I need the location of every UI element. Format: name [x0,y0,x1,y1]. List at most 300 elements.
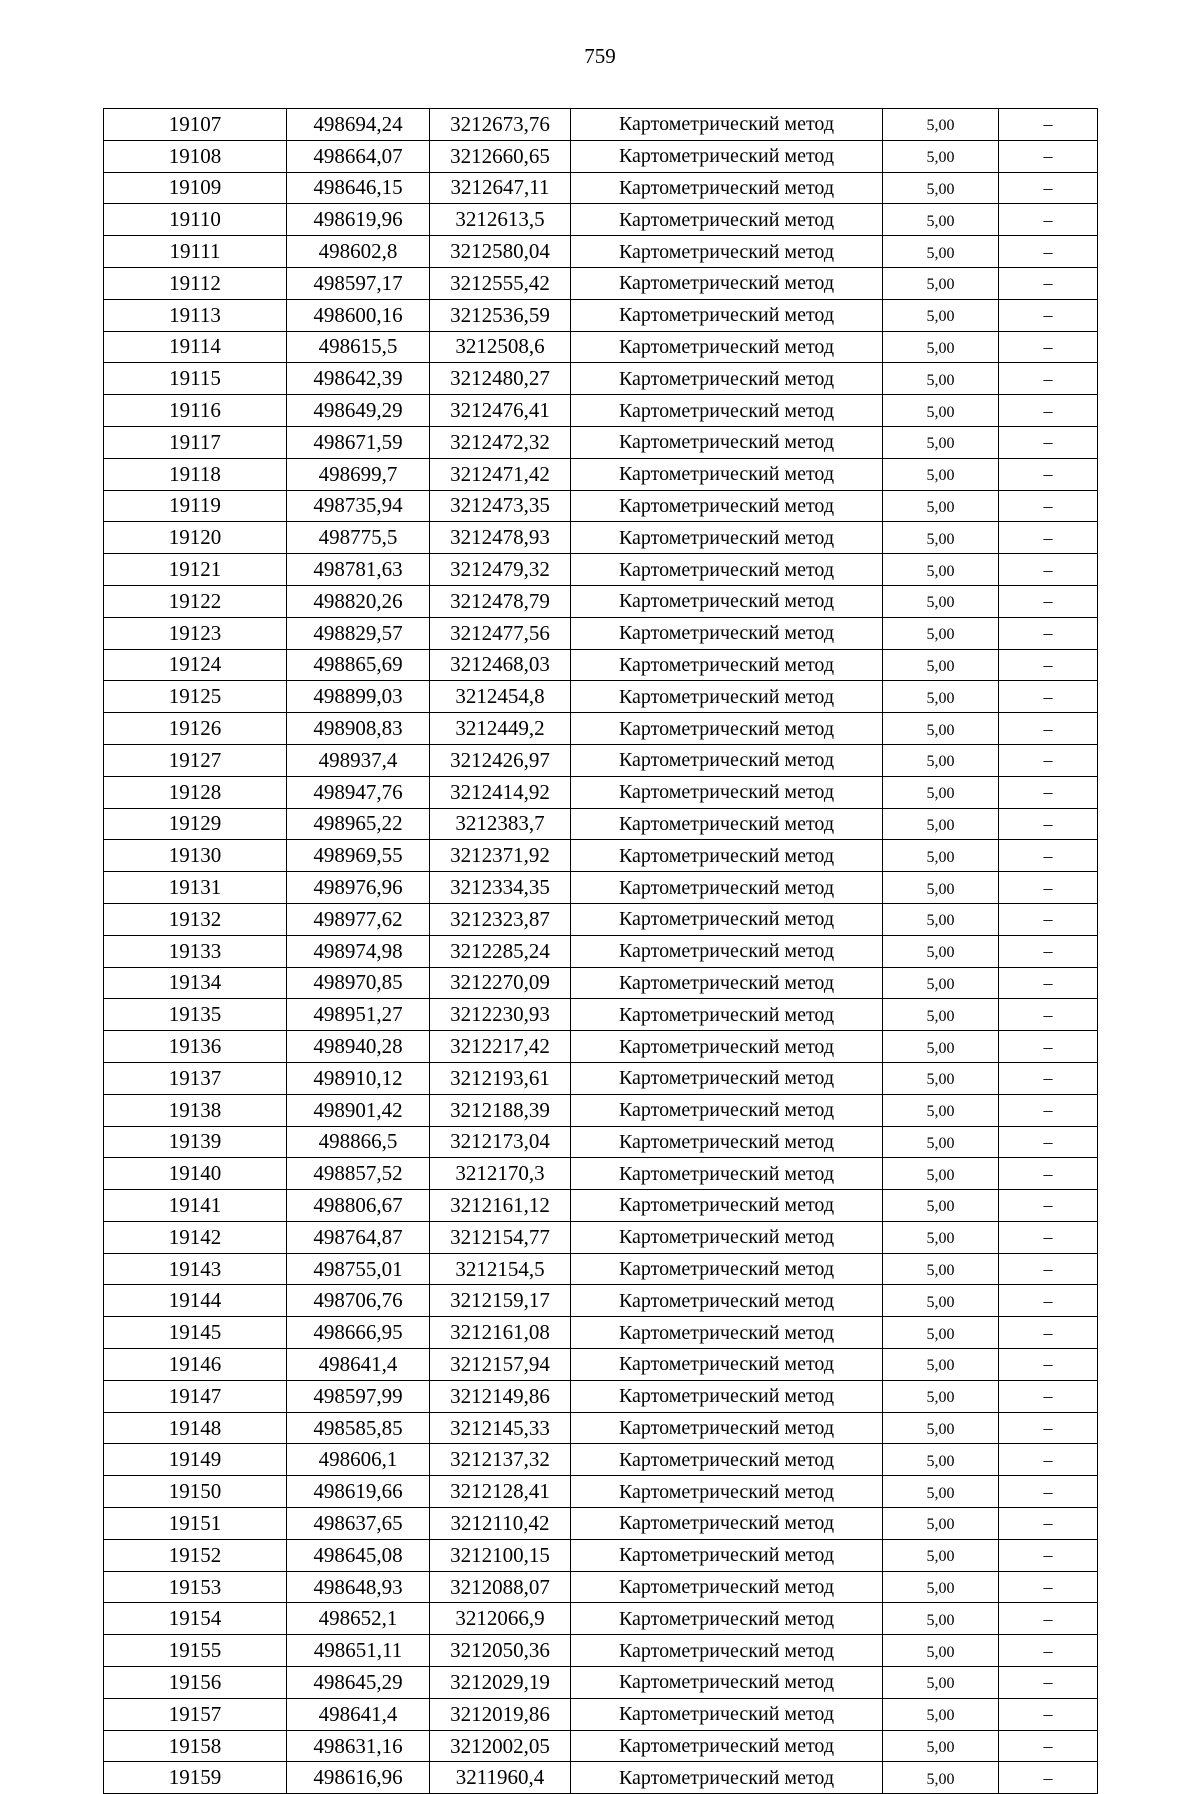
note-cell: – [999,1603,1098,1635]
note-cell: – [999,840,1098,872]
point-number-cell: 19115 [104,363,287,395]
table-row [104,1539,1098,1571]
error-cell: 5,00 [883,999,999,1031]
x-coordinate-cell: 498908,83 [287,713,430,745]
error-cell: 5,00 [883,1412,999,1444]
point-number-cell: 19136 [104,1031,287,1063]
x-coordinate-cell: 498706,76 [287,1285,430,1317]
table-row [104,299,1098,331]
error-cell: 5,00 [883,585,999,617]
table-row [104,872,1098,904]
note-cell: – [999,1094,1098,1126]
x-coordinate-cell: 498965,22 [287,808,430,840]
error-cell: 5,00 [883,490,999,522]
method-cell: Картометрический метод [571,1317,883,1349]
note-cell: – [999,713,1098,745]
point-number-cell: 19148 [104,1412,287,1444]
x-coordinate-cell: 498651,11 [287,1635,430,1667]
y-coordinate-cell: 3212100,15 [430,1539,571,1571]
table-row [104,585,1098,617]
method-cell: Картометрический метод [571,1253,883,1285]
note-cell: – [999,1349,1098,1381]
note-cell: – [999,363,1098,395]
error-cell: 5,00 [883,1253,999,1285]
note-cell: – [999,331,1098,363]
point-number-cell: 19159 [104,1762,287,1794]
x-coordinate-cell: 498806,67 [287,1190,430,1222]
point-number-cell: 19141 [104,1190,287,1222]
table-row [104,744,1098,776]
table-row [104,1508,1098,1540]
note-cell: – [999,1730,1098,1762]
note-cell: – [999,554,1098,586]
method-cell: Картометрический метод [571,1190,883,1222]
table-row [104,458,1098,490]
y-coordinate-cell: 3212414,92 [430,776,571,808]
point-number-cell: 19135 [104,999,287,1031]
x-coordinate-cell: 498631,16 [287,1730,430,1762]
note-cell: – [999,744,1098,776]
method-cell: Картометрический метод [571,109,883,141]
y-coordinate-cell: 3212472,32 [430,426,571,458]
error-cell: 5,00 [883,681,999,713]
point-number-cell: 19151 [104,1508,287,1540]
y-coordinate-cell: 3212673,76 [430,109,571,141]
table-row [104,713,1098,745]
error-cell: 5,00 [883,331,999,363]
note-cell: – [999,522,1098,554]
point-number-cell: 19138 [104,1094,287,1126]
y-coordinate-cell: 3212555,42 [430,267,571,299]
y-coordinate-cell: 3212159,17 [430,1285,571,1317]
note-cell: – [999,967,1098,999]
x-coordinate-cell: 498940,28 [287,1031,430,1063]
x-coordinate-cell: 498642,39 [287,363,430,395]
x-coordinate-cell: 498775,5 [287,522,430,554]
table-row [104,490,1098,522]
point-number-cell: 19131 [104,872,287,904]
error-cell: 5,00 [883,363,999,395]
x-coordinate-cell: 498970,85 [287,967,430,999]
method-cell: Картометрический метод [571,1380,883,1412]
point-number-cell: 19143 [104,1253,287,1285]
y-coordinate-cell: 3212157,94 [430,1349,571,1381]
table-row [104,1762,1098,1794]
note-cell: – [999,903,1098,935]
table-row [104,1635,1098,1667]
table-row [104,1317,1098,1349]
method-cell: Картометрический метод [571,1221,883,1253]
error-cell: 5,00 [883,1730,999,1762]
point-number-cell: 19111 [104,236,287,268]
method-cell: Картометрический метод [571,1094,883,1126]
y-coordinate-cell: 3212128,41 [430,1476,571,1508]
table-row [104,1221,1098,1253]
point-number-cell: 19110 [104,204,287,236]
x-coordinate-cell: 498646,15 [287,172,430,204]
y-coordinate-cell: 3212480,27 [430,363,571,395]
point-number-cell: 19112 [104,267,287,299]
point-number-cell: 19121 [104,554,287,586]
note-cell: – [999,109,1098,141]
method-cell: Картометрический метод [571,1603,883,1635]
x-coordinate-cell: 498619,66 [287,1476,430,1508]
x-coordinate-cell: 498600,16 [287,299,430,331]
point-number-cell: 19133 [104,935,287,967]
x-coordinate-cell: 498755,01 [287,1253,430,1285]
table-row [104,967,1098,999]
point-number-cell: 19125 [104,681,287,713]
note-cell: – [999,299,1098,331]
table-row [104,617,1098,649]
point-number-cell: 19153 [104,1571,287,1603]
error-cell: 5,00 [883,1667,999,1699]
error-cell: 5,00 [883,109,999,141]
table-row [104,363,1098,395]
table-row [104,1444,1098,1476]
method-cell: Картометрический метод [571,713,883,745]
error-cell: 5,00 [883,1603,999,1635]
point-number-cell: 19118 [104,458,287,490]
error-cell: 5,00 [883,140,999,172]
x-coordinate-cell: 498637,65 [287,1508,430,1540]
method-cell: Картометрический метод [571,1126,883,1158]
error-cell: 5,00 [883,1094,999,1126]
y-coordinate-cell: 3212002,05 [430,1730,571,1762]
note-cell: – [999,999,1098,1031]
x-coordinate-cell: 498645,08 [287,1539,430,1571]
note-cell: – [999,1698,1098,1730]
error-cell: 5,00 [883,744,999,776]
y-coordinate-cell: 3212170,3 [430,1158,571,1190]
error-cell: 5,00 [883,299,999,331]
y-coordinate-cell: 3212173,04 [430,1126,571,1158]
error-cell: 5,00 [883,426,999,458]
y-coordinate-cell: 3212217,42 [430,1031,571,1063]
error-cell: 5,00 [883,1062,999,1094]
x-coordinate-cell: 498597,17 [287,267,430,299]
note-cell: – [999,490,1098,522]
point-number-cell: 19150 [104,1476,287,1508]
table-row [104,1603,1098,1635]
table-row [104,267,1098,299]
x-coordinate-cell: 498699,7 [287,458,430,490]
method-cell: Картометрический метод [571,1349,883,1381]
error-cell: 5,00 [883,1635,999,1667]
error-cell: 5,00 [883,554,999,586]
note-cell: – [999,681,1098,713]
y-coordinate-cell: 3212536,59 [430,299,571,331]
point-number-cell: 19157 [104,1698,287,1730]
x-coordinate-cell: 498735,94 [287,490,430,522]
method-cell: Картометрический метод [571,299,883,331]
x-coordinate-cell: 498974,98 [287,935,430,967]
table-row [104,1190,1098,1222]
note-cell: – [999,617,1098,649]
note-cell: – [999,1253,1098,1285]
note-cell: – [999,1380,1098,1412]
method-cell: Картометрический метод [571,204,883,236]
method-cell: Картометрический метод [571,585,883,617]
x-coordinate-cell: 498645,29 [287,1667,430,1699]
point-number-cell: 19137 [104,1062,287,1094]
error-cell: 5,00 [883,1380,999,1412]
method-cell: Картометрический метод [571,1762,883,1794]
x-coordinate-cell: 498947,76 [287,776,430,808]
method-cell: Картометрический метод [571,1635,883,1667]
table-row [104,1476,1098,1508]
method-cell: Картометрический метод [571,1698,883,1730]
table-row [104,1158,1098,1190]
table-row [104,1126,1098,1158]
note-cell: – [999,1221,1098,1253]
method-cell: Картометрический метод [571,1508,883,1540]
error-cell: 5,00 [883,1126,999,1158]
point-number-cell: 19116 [104,395,287,427]
y-coordinate-cell: 3212660,65 [430,140,571,172]
error-cell: 5,00 [883,1221,999,1253]
x-coordinate-cell: 498899,03 [287,681,430,713]
method-cell: Картометрический метод [571,649,883,681]
error-cell: 5,00 [883,1539,999,1571]
method-cell: Картометрический метод [571,681,883,713]
x-coordinate-cell: 498976,96 [287,872,430,904]
x-coordinate-cell: 498820,26 [287,585,430,617]
y-coordinate-cell: 3212613,5 [430,204,571,236]
method-cell: Картометрический метод [571,872,883,904]
method-cell: Картометрический метод [571,554,883,586]
point-number-cell: 19139 [104,1126,287,1158]
coordinates-table [103,108,1098,1794]
method-cell: Картометрический метод [571,426,883,458]
y-coordinate-cell: 3212478,93 [430,522,571,554]
y-coordinate-cell: 3212477,56 [430,617,571,649]
method-cell: Картометрический метод [571,808,883,840]
point-number-cell: 19145 [104,1317,287,1349]
table-row [104,649,1098,681]
method-cell: Картометрический метод [571,840,883,872]
error-cell: 5,00 [883,840,999,872]
point-number-cell: 19129 [104,808,287,840]
y-coordinate-cell: 3212478,79 [430,585,571,617]
point-number-cell: 19108 [104,140,287,172]
coordinates-table-body [104,109,1098,1794]
note-cell: – [999,872,1098,904]
method-cell: Картометрический метод [571,1444,883,1476]
x-coordinate-cell: 498671,59 [287,426,430,458]
x-coordinate-cell: 498602,8 [287,236,430,268]
note-cell: – [999,1635,1098,1667]
note-cell: – [999,776,1098,808]
point-number-cell: 19117 [104,426,287,458]
table-row [104,204,1098,236]
note-cell: – [999,140,1098,172]
y-coordinate-cell: 3212426,97 [430,744,571,776]
table-row [104,236,1098,268]
x-coordinate-cell: 498664,07 [287,140,430,172]
note-cell: – [999,1031,1098,1063]
y-coordinate-cell: 3212471,42 [430,458,571,490]
x-coordinate-cell: 498866,5 [287,1126,430,1158]
note-cell: – [999,172,1098,204]
note-cell: – [999,1508,1098,1540]
y-coordinate-cell: 3212580,04 [430,236,571,268]
note-cell: – [999,1285,1098,1317]
table-row [104,1062,1098,1094]
error-cell: 5,00 [883,1158,999,1190]
method-cell: Картометрический метод [571,267,883,299]
y-coordinate-cell: 3212050,36 [430,1635,571,1667]
y-coordinate-cell: 3212154,5 [430,1253,571,1285]
note-cell: – [999,458,1098,490]
method-cell: Картометрический метод [571,1539,883,1571]
x-coordinate-cell: 498969,55 [287,840,430,872]
note-cell: – [999,1762,1098,1794]
point-number-cell: 19146 [104,1349,287,1381]
method-cell: Картометрический метод [571,395,883,427]
note-cell: – [999,267,1098,299]
y-coordinate-cell: 3212449,2 [430,713,571,745]
error-cell: 5,00 [883,1698,999,1730]
error-cell: 5,00 [883,776,999,808]
point-number-cell: 19128 [104,776,287,808]
point-number-cell: 19140 [104,1158,287,1190]
x-coordinate-cell: 498619,96 [287,204,430,236]
error-cell: 5,00 [883,1476,999,1508]
note-cell: – [999,236,1098,268]
method-cell: Картометрический метод [571,331,883,363]
method-cell: Картометрический метод [571,1571,883,1603]
y-coordinate-cell: 3212161,08 [430,1317,571,1349]
y-coordinate-cell: 3212145,33 [430,1412,571,1444]
method-cell: Картометрический метод [571,776,883,808]
point-number-cell: 19109 [104,172,287,204]
point-number-cell: 19127 [104,744,287,776]
point-number-cell: 19155 [104,1635,287,1667]
y-coordinate-cell: 3212188,39 [430,1094,571,1126]
table-row [104,681,1098,713]
note-cell: – [999,808,1098,840]
method-cell: Картометрический метод [571,1476,883,1508]
y-coordinate-cell: 3212193,61 [430,1062,571,1094]
point-number-cell: 19126 [104,713,287,745]
y-coordinate-cell: 3212468,03 [430,649,571,681]
error-cell: 5,00 [883,267,999,299]
y-coordinate-cell: 3212154,77 [430,1221,571,1253]
y-coordinate-cell: 3212473,35 [430,490,571,522]
error-cell: 5,00 [883,458,999,490]
error-cell: 5,00 [883,649,999,681]
note-cell: – [999,1412,1098,1444]
note-cell: – [999,935,1098,967]
error-cell: 5,00 [883,1349,999,1381]
error-cell: 5,00 [883,395,999,427]
note-cell: – [999,1539,1098,1571]
y-coordinate-cell: 3212019,86 [430,1698,571,1730]
y-coordinate-cell: 3212371,92 [430,840,571,872]
x-coordinate-cell: 498951,27 [287,999,430,1031]
point-number-cell: 19107 [104,109,287,141]
table-row [104,1285,1098,1317]
method-cell: Картометрический метод [571,967,883,999]
table-row [104,140,1098,172]
error-cell: 5,00 [883,967,999,999]
note-cell: – [999,1444,1098,1476]
error-cell: 5,00 [883,1508,999,1540]
point-number-cell: 19114 [104,331,287,363]
x-coordinate-cell: 498606,1 [287,1444,430,1476]
method-cell: Картометрический метод [571,1412,883,1444]
y-coordinate-cell: 3212285,24 [430,935,571,967]
method-cell: Картометрический метод [571,935,883,967]
y-coordinate-cell: 3212454,8 [430,681,571,713]
table-row [104,776,1098,808]
note-cell: – [999,1158,1098,1190]
point-number-cell: 19124 [104,649,287,681]
method-cell: Картометрический метод [571,1158,883,1190]
error-cell: 5,00 [883,1571,999,1603]
method-cell: Картометрический метод [571,140,883,172]
note-cell: – [999,204,1098,236]
method-cell: Картометрический метод [571,1062,883,1094]
error-cell: 5,00 [883,236,999,268]
x-coordinate-cell: 498649,29 [287,395,430,427]
point-number-cell: 19134 [104,967,287,999]
x-coordinate-cell: 498829,57 [287,617,430,649]
point-number-cell: 19119 [104,490,287,522]
note-cell: – [999,649,1098,681]
x-coordinate-cell: 498652,1 [287,1603,430,1635]
point-number-cell: 19144 [104,1285,287,1317]
method-cell: Картометрический метод [571,490,883,522]
table-row [104,1730,1098,1762]
table-row [104,840,1098,872]
x-coordinate-cell: 498781,63 [287,554,430,586]
method-cell: Картометрический метод [571,1285,883,1317]
table-row [104,331,1098,363]
method-cell: Картометрический метод [571,172,883,204]
table-row [104,935,1098,967]
y-coordinate-cell: 3212270,09 [430,967,571,999]
x-coordinate-cell: 498901,42 [287,1094,430,1126]
table-row [104,903,1098,935]
error-cell: 5,00 [883,808,999,840]
table-row [104,554,1098,586]
table-row [104,1253,1098,1285]
table-row [104,1667,1098,1699]
table-row [104,1698,1098,1730]
note-cell: – [999,1126,1098,1158]
point-number-cell: 19132 [104,903,287,935]
error-cell: 5,00 [883,522,999,554]
error-cell: 5,00 [883,1285,999,1317]
page-number: 759 [584,44,616,68]
y-coordinate-cell: 3212323,87 [430,903,571,935]
error-cell: 5,00 [883,872,999,904]
x-coordinate-cell: 498937,4 [287,744,430,776]
table-row [104,999,1098,1031]
method-cell: Картометрический метод [571,903,883,935]
error-cell: 5,00 [883,1762,999,1794]
x-coordinate-cell: 498585,85 [287,1412,430,1444]
table-row [104,1412,1098,1444]
method-cell: Картометрический метод [571,363,883,395]
x-coordinate-cell: 498616,96 [287,1762,430,1794]
error-cell: 5,00 [883,1317,999,1349]
table-row [104,172,1098,204]
point-number-cell: 19142 [104,1221,287,1253]
note-cell: – [999,1190,1098,1222]
